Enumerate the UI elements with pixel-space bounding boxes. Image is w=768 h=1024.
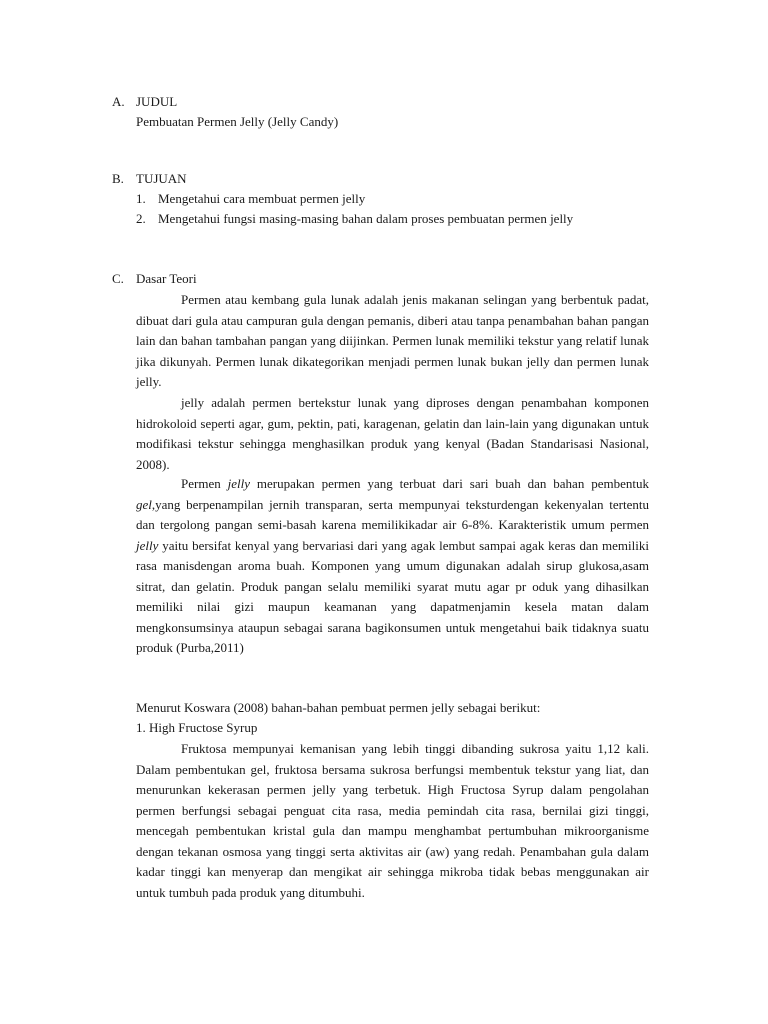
paragraph-fruktosa: Fruktosa mempunyai kemanisan yang lebih tinggi dibanding sukrosa yaitu 1,12 kali. Dalam pembentukan gel, fruktosa bersama sukrosa berfungsi membentuk tekstur yang liat, dan menurunkan kekerasan permen jelly yang terbetuk. High Fructosa Syrup dalam pengolahan permen berfungsi sebagai penguat cita rasa, media pemindah cita rasa, bernilai gizi tinggi, mencegah pembentukan kristal gula dan mampu menghambat pertumbuhan mikroorganisme dengan tekanan osmosa yang tinggi serta aktivitas air (aw) yang redah. Penambahan gula dalam kadar tinggi kan menyerap dan mengikat air sehingga mikroba tidak bebas menggunakan air untuk tumbuh pada produk yang ditumbuhi.: [136, 741, 649, 900]
section-a-heading: [112, 92, 177, 112]
text-segment: yaitu bersifat kenyal yang bervariasi dari yang agak lembut sampai agak keras dan memiliki rasa manisdengan aroma buah. Komponen yang umum digunakan adalah sirup glukosa,asam sitrat, dan gelatin. Produk pangan selalu memiliki syarat mutu agar pr oduk yang dihasilkan memiliki nilai gizi maupun keamanan yang dapatmenjamin kesela matan dalam mengkonsumsinya ataupun sebagai sarana bagikonsumen untuk mengetahui baik tidaknya suatu produk (Purba,2011): [136, 537, 649, 655]
section-c-heading: [112, 269, 197, 289]
paragraph-permen-jelly: [136, 474, 649, 659]
text-segment: Permen: [181, 476, 228, 491]
italic-term: jelly: [227, 476, 251, 491]
objective-number: 2.: [136, 211, 146, 226]
objective-number: 1.: [136, 191, 146, 206]
text-segment: merupakan permen yang terbuat dari sari buah dan bahan pembentuk: [250, 476, 649, 491]
italic-term: jelly: [136, 537, 159, 553]
section-a-letter: A.: [112, 94, 125, 109]
section-c-letter: C.: [112, 271, 124, 286]
section-b-letter: B.: [112, 171, 124, 186]
section-b-heading: [112, 169, 187, 189]
paragraph-permen-lunak: Permen atau kembang gula lunak adalah jenis makanan selingan yang berbentuk padat, dibuat dari gula atau campuran gula dengan pemanis, diberi atau tanpa penambahan bahan pangan lain dan bahan tambahan pangan yang diijinkan. Permen lunak memiliki tekstur yang relatif lunak jika dikunyah. Permen lunak dikategorikan menjadi permen lunak bukan jelly dan permen lunak jelly.: [136, 292, 649, 389]
document-title: Pembuatan Permen Jelly (Jelly Candy): [136, 114, 339, 129]
objective-item-1: [136, 189, 365, 209]
paragraph-jelly-definition: jelly adalah permen bertekstur lunak yang diproses dengan penambahan komponen hidrokoloid seperti agar, gum, pektin, pati, karagenan, gelatin dan lain-lain yang digunakan untuk modifikasi tekstur sehingga menghasilkan produk yang kenyal (Badan Standarisasi Nasional, 2008).: [136, 395, 649, 472]
objective-text: Mengetahui fungsi masing-masing bahan dalam proses pembuatan permen jelly: [158, 211, 574, 226]
section-a-title: JUDUL: [136, 94, 178, 109]
objective-text: Mengetahui cara membuat permen jelly: [158, 191, 366, 206]
section-b-title: TUJUAN: [136, 171, 187, 186]
subheading-high-fructose-syrup: 1. High Fructose Syrup: [136, 720, 258, 735]
text-segment: ,yang berpenampilan jernih transparan, serta mempunyai teksturdengan kekenyalan tertentu dan tergolong pangan semi-basah karena memilikikadar air 6-8%. Karakteristik umum permen: [136, 496, 649, 532]
section-c-title: Dasar Teori: [136, 271, 197, 286]
objective-item-2: [136, 209, 573, 229]
italic-term: gel: [136, 496, 152, 512]
ingredients-intro: Menurut Koswara (2008) bahan-bahan pembuat permen jelly sebagai berikut:: [136, 700, 541, 715]
